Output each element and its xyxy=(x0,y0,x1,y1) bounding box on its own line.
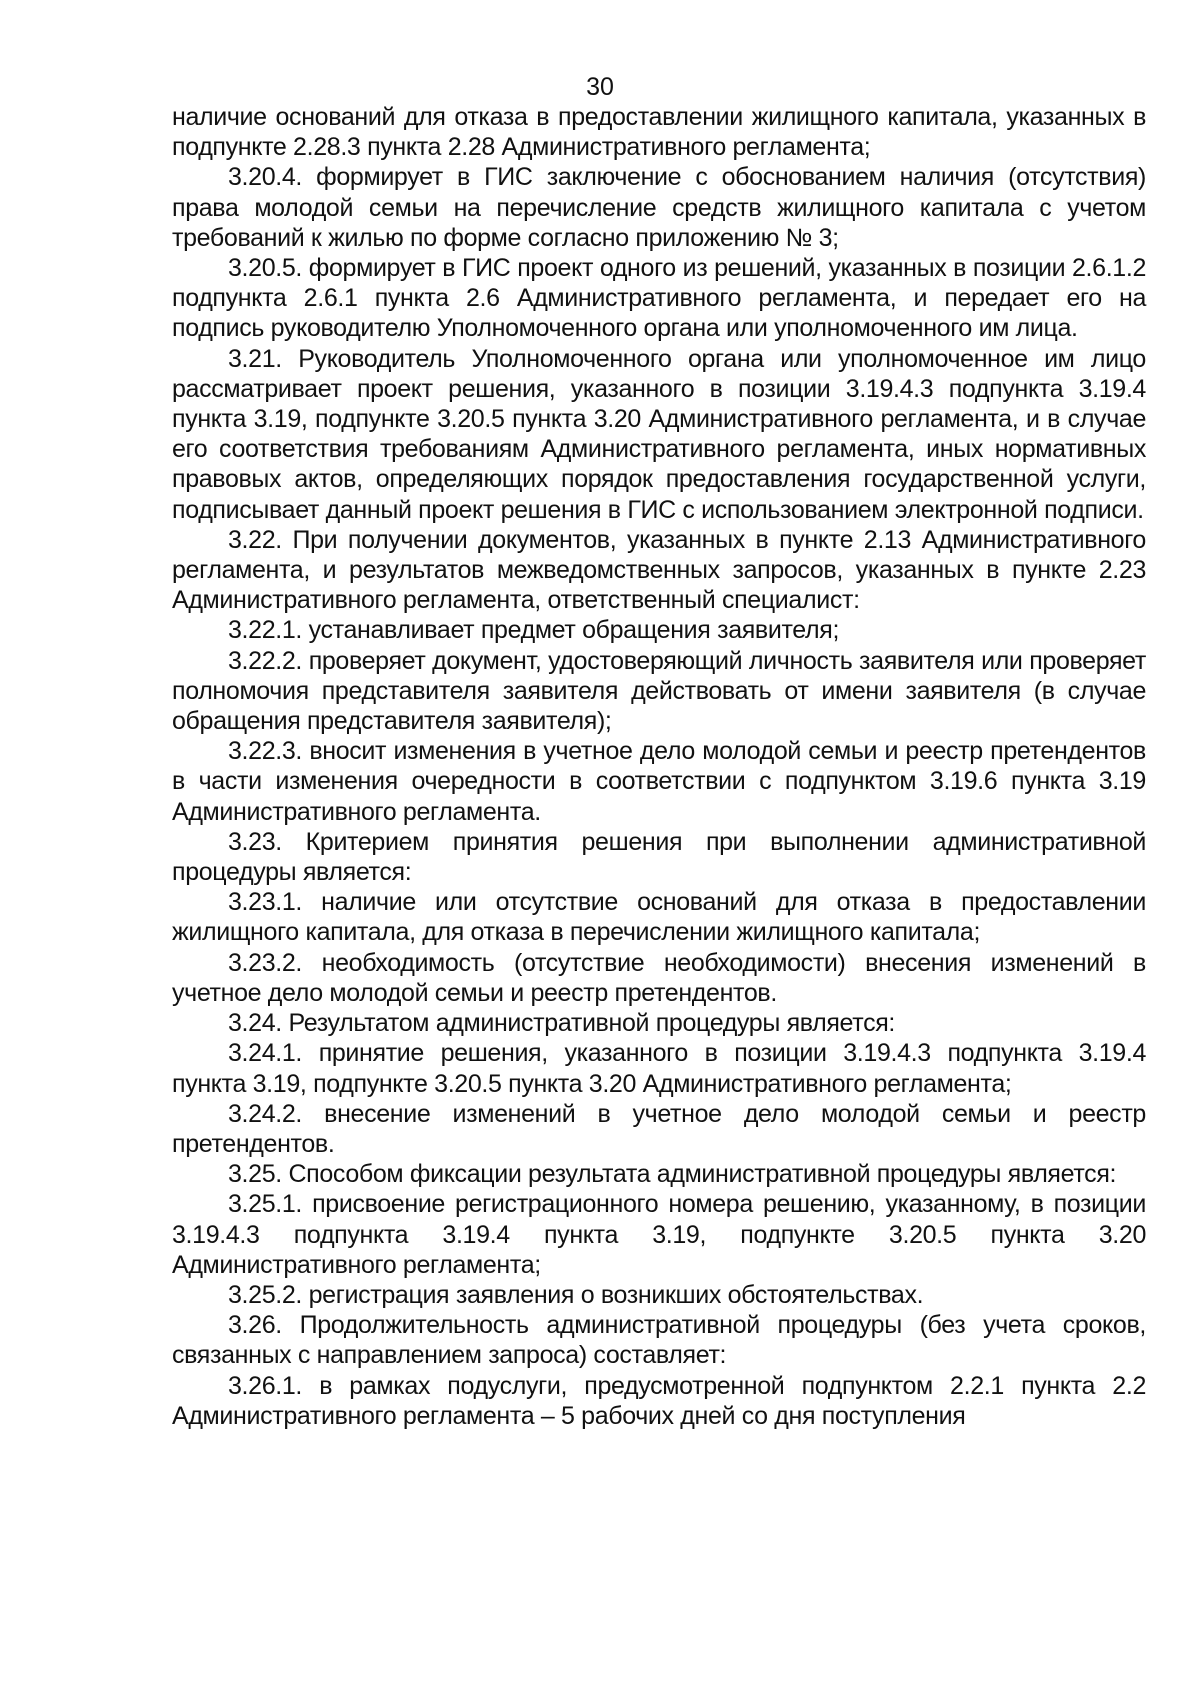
paragraph-number: 3.23.1. xyxy=(228,888,303,917)
paragraph-text: в рамках подуслуги, предусмотренной подпунктом 2.2.1 пункта 2.2 Административного регламента – 5 рабочих дней со дня поступления xyxy=(172,1371,1146,1430)
paragraph-text: Руководитель Уполномоченного органа или уполномоченное им лицо рассматривает проект решения, указанного в позиции 3.19.4.3 подпункта 3.19.4 пункта 3.19, подпункте 3.20.5 пункта 3.20 Административного регламента, и в случае его соответствия требованиям Административного регламента, иных нормативных правовых актов, определяющих порядок предоставления государственной услуги, подписывает данный проект решения в ГИС с использованием электронной подписи. xyxy=(172,344,1146,524)
paragraph-text: регистрация заявления о возникших обстоятельствах. xyxy=(308,1280,924,1309)
paragraph-text: устанавливает предмет обращения заявителя; xyxy=(308,616,840,645)
paragraph-3-24-2 xyxy=(172,1099,1146,1159)
paragraph-number: 3.25.2. xyxy=(228,1280,303,1309)
paragraph-text: присвоение регистрационного номера решению, указанному, в позиции 3.19.4.3 подпункта 3.19.4 пункта 3.19, подпункте 3.20.5 пункта 3.20 Административного регламента; xyxy=(172,1190,1146,1279)
paragraph-text: внесение изменений в учетное дело молодой семьи и реестр претендентов. xyxy=(172,1099,1146,1158)
paragraph-text: принятие решения, указанного в позиции 3.19.4.3 подпункта 3.19.4 пункта 3.19, подпункте 3.20.5 пункта 3.20 Административного регламента; xyxy=(172,1039,1146,1098)
paragraph-3-22-1 xyxy=(172,615,1146,645)
paragraph-3-26 xyxy=(172,1310,1146,1370)
paragraph-number: 3.23.2. xyxy=(228,948,303,977)
paragraph-number: 3.21. xyxy=(228,344,282,373)
paragraph-number: 3.22.2. xyxy=(228,646,303,675)
paragraph-3-23-1 xyxy=(172,887,1146,947)
paragraph-3-21 xyxy=(172,344,1146,525)
paragraph-text: необходимость (отсутствие необходимости) внесения изменений в учетное дело молодой семьи и реестр претендентов. xyxy=(172,948,1146,1007)
paragraph-number: 3.22. xyxy=(228,525,282,554)
paragraph-text: Продолжительность административной процедуры (без учета сроков, связанных с направлением запроса) составляет: xyxy=(172,1311,1146,1370)
paragraph-3-25-1 xyxy=(172,1189,1146,1280)
paragraph-number: 3.26.1. xyxy=(228,1371,303,1400)
paragraph-text: наличие или отсутствие оснований для отказа в предоставлении жилищного капитала, для отказа в перечислении жилищного капитала; xyxy=(172,888,1146,947)
paragraph-text: вносит изменения в учетное дело молодой семьи и реестр претендентов в части изменения очередности в соответствии с подпунктом 3.19.6 пункта 3.19 Административного регламента. xyxy=(172,737,1146,826)
paragraph-3-25-2 xyxy=(172,1280,1146,1310)
paragraph-text: Способом фиксации результата административной процедуры является: xyxy=(288,1160,1117,1189)
paragraph-3-23-2 xyxy=(172,948,1146,1008)
paragraph-text: формирует в ГИС заключение с обоснованием наличия (отсутствия) права молодой семьи на перечисление средств жилищного капитала с учетом требований к жилью по форме согласно приложению № 3; xyxy=(172,163,1146,252)
paragraph-number: 3.24.2. xyxy=(228,1099,303,1128)
paragraph-3-22-2 xyxy=(172,646,1146,737)
paragraph-3-24 xyxy=(172,1008,1146,1038)
paragraph-text: Критерием принятия решения при выполнении административной процедуры является: xyxy=(172,827,1146,887)
paragraph-3-20-5 xyxy=(172,253,1146,344)
paragraph-number: 3.22.1. xyxy=(228,616,303,645)
paragraph-continuation xyxy=(172,102,1146,162)
paragraph-3-23 xyxy=(172,827,1146,887)
paragraph-3-25 xyxy=(172,1159,1146,1189)
paragraph-number: 3.24. xyxy=(228,1009,282,1038)
paragraph-number: 3.20.4. xyxy=(228,163,303,192)
paragraph-text: Результатом административной процедуры является: xyxy=(288,1009,896,1038)
paragraph-3-22 xyxy=(172,525,1146,616)
paragraph-3-24-1 xyxy=(172,1038,1146,1098)
paragraph-text: При получении документов, указанных в пункте 2.13 Административного регламента, и результатов межведомственных запросов, указанных в пункте 2.23 Административного регламента, ответственный специалист: xyxy=(172,525,1146,615)
paragraph-number: 3.25. xyxy=(228,1160,282,1189)
paragraph-number: 3.20.5. xyxy=(228,254,303,283)
paragraph-3-26-1 xyxy=(172,1371,1146,1431)
paragraph-3-20-4 xyxy=(172,162,1146,253)
paragraph-text: проверяет документ, удостоверяющий личность заявителя или проверяет полномочия представителя заявителя действовать от имени заявителя (в случае обращения представителя заявителя); xyxy=(172,646,1146,736)
paragraph-number: 3.23. xyxy=(228,827,282,856)
paragraph-3-22-3 xyxy=(172,736,1146,827)
paragraph-text: наличие оснований для отказа в предоставлении жилищного капитала, указанных в подпункте 2.28.3 пункта 2.28 Административного регламента; xyxy=(172,103,1146,162)
document-body xyxy=(172,102,1146,1431)
paragraph-number: 3.24.1. xyxy=(228,1039,303,1068)
paragraph-number: 3.26. xyxy=(228,1311,282,1340)
page-number: 30 xyxy=(586,73,614,101)
paragraph-text: формирует в ГИС проект одного из решений, указанных в позиции 2.6.1.2 подпункта 2.6.1 пункта 2.6 Административного регламента, и передает его на подпись руководителю Уполномоченного органа или уполномоченного им лица. xyxy=(172,254,1146,343)
paragraph-number: 3.22.3. xyxy=(228,737,303,766)
paragraph-number: 3.25.1. xyxy=(228,1190,303,1219)
